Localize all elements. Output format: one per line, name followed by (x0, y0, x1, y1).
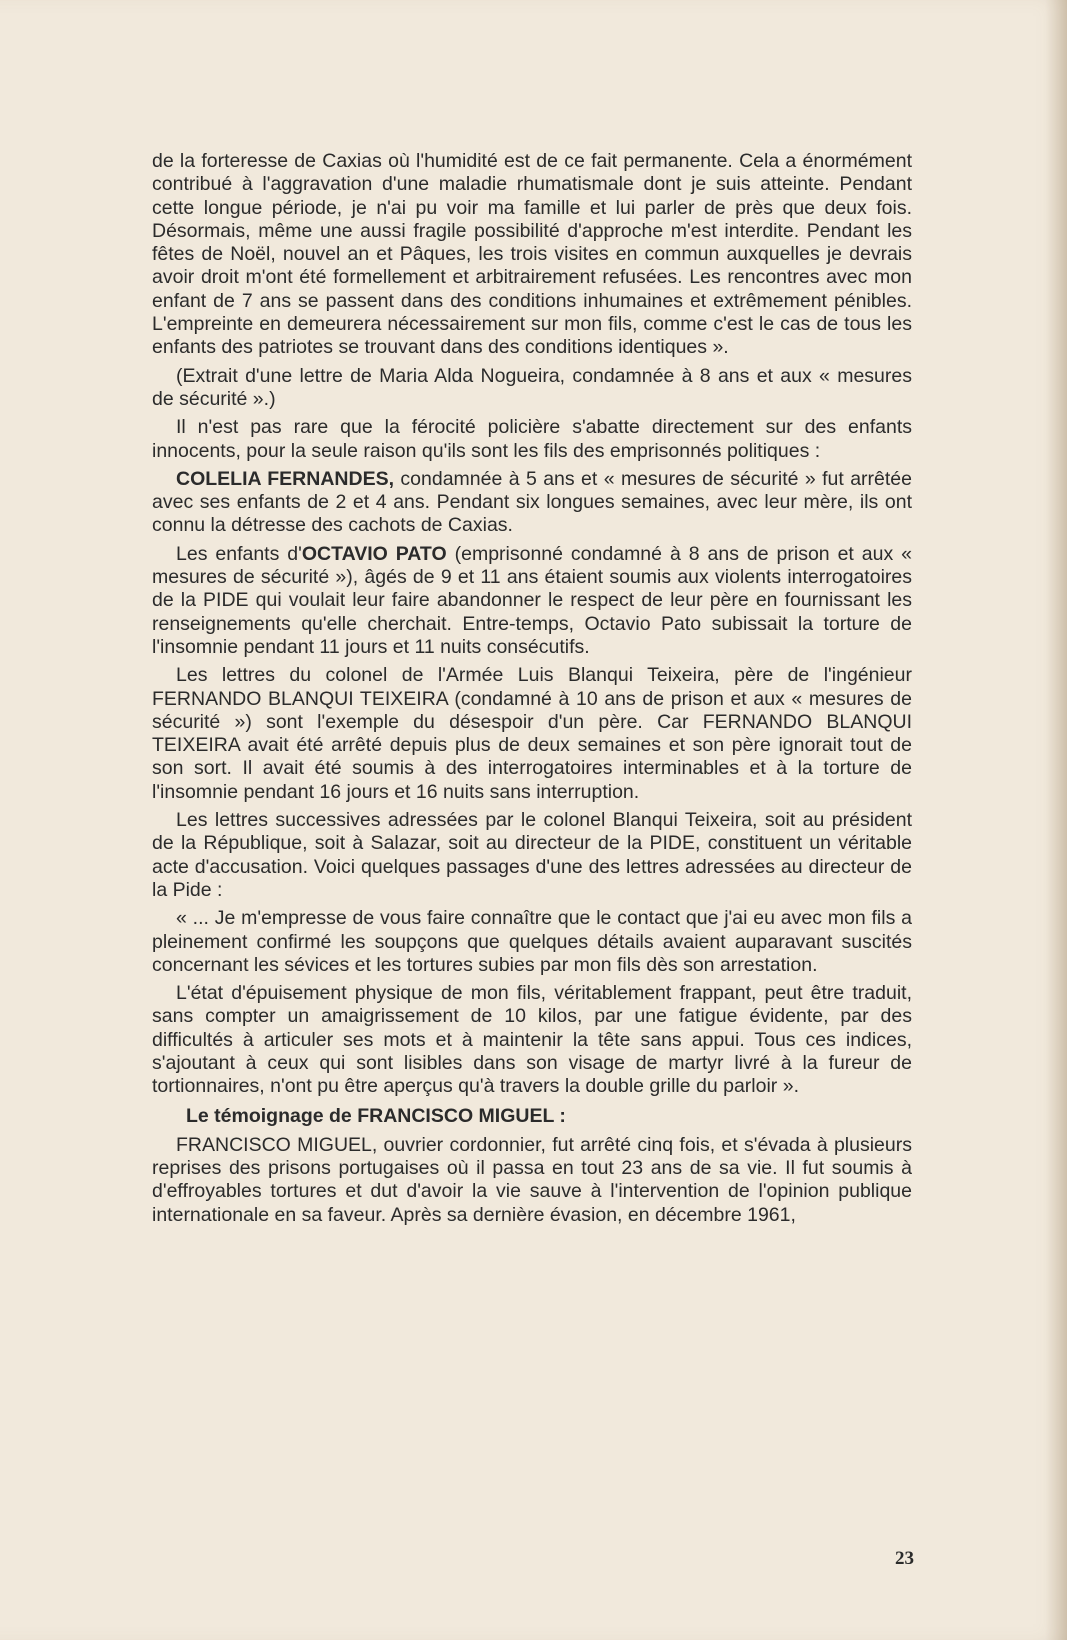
paragraph-quote-1: « ... Je m'empresse de vous faire connaître que le contact que j'ai eu avec mon fils a pleinement confirmé les soupçons que quelques détails avaient auparavant suscités concernant les sévices et les tortures subies par mon fils dès son arrestation. (152, 907, 912, 976)
page-edge-shadow (1045, 0, 1067, 1640)
paragraph-letter-excerpt: de la forteresse de Caxias où l'humidité est de ce fait permanente. Cela a énormément contribué à l'aggravation d'une maladie rhumatismale dont je suis atteinte. Pendant cette longue période, je n'ai pu voir ma famille et lui parler de près que deux fois. Désormais, même une aussi fragile possibilité d'approche m'est interdite. Pendant les fêtes de Noël, nouvel an et Pâques, les trois visites en commun auxquelles je devrais avoir droit m'ont été formellement et arbitrairement refusées. Les rencontres avec mon enfant de 7 ans se passent dans des conditions inhumaines et extrêmement pénibles. L'empreinte en demeurera nécessairement sur mon fils, comme c'est le cas de tous les enfants des patriotes se trouvant dans des conditions identiques ». (152, 150, 912, 359)
name-colelia: COLELIA FERNANDES, (176, 467, 395, 490)
paragraph-pato-text: (emprisonné condamné à 8 ans de prison et aux « mesures de sécurité »), âgés de 9 et 11 ans étaient soumis aux violents interrogatoires de la PIDE qui voulait leur faire abandonner le respect de leur père en fournissant les renseignements qu'elle cherchait. Entre-temps, Octavio Pato subissait la torture de l'insomnie pendant 11 jours et 11 nuits consécutifs. (152, 542, 913, 658)
section-heading: Le témoignage de FRANCISCO MIGUEL : (186, 1104, 566, 1127)
paragraph-colelia (152, 468, 912, 538)
name-octavio-pato: OCTAVIO PATO (301, 542, 447, 565)
paragraph-colelia-text: condamnée à 5 ans et « mesures de sécurité » fut arrêtée avec ses enfants de 2 et 4 ans. Pendant six longues semaines, avec leur mère, ils ont connu la détresse des cachots de Caxias. (152, 467, 912, 537)
paragraph-blanqui: Les lettres du colonel de l'Armée Luis Blanqui Teixeira, père de l'ingénieur FERNANDO BLANQUI TEIXEIRA (condamné à 10 ans de prison et aux « mesures de sécurité ») sont l'exemple du désespoir d'un père. Car FERNANDO BLANQUI TEIXEIRA avait été arrêté depuis plus de deux semaines et son père ignorait tout de son sort. Il avait été soumis à des interrogatoires interminables et à la torture de l'insomnie pendant 16 jours et 16 nuits sans interruption. (152, 664, 912, 803)
body-text (152, 150, 912, 1232)
page-number: 23 (895, 1548, 914, 1569)
paragraph-citation: (Extrait d'une lettre de Maria Alda Nogueira, condamnée à 8 ans et aux « mesures de sécurité ».) (152, 364, 912, 410)
paragraph-letters: Les lettres successives adressées par le colonel Blanqui Teixeira, soit au président de la République, soit à Salazar, soit au directeur de la PIDE, constituent un véritable acte d'accusation. Voici quelques passages d'une des lettres adressées au directeur de la Pide : (152, 809, 912, 901)
paragraph-francisco-miguel: FRANCISCO MIGUEL, ouvrier cordonnier, fut arrêté cinq fois, et s'évada à plusieurs reprises des prisons portugaises où il passa en tout 23 ans de sa vie. Il fut soumis à d'effroyables tortures et dut d'avoir la vie sauve à l'intervention de l'opinion publique internationale en sa faveur. Après sa dernière évasion, en décembre 1961, (152, 1133, 912, 1226)
paragraph-children-intro: Il n'est pas rare que la férocité policière s'abatte directement sur des enfants innocents, pour la seule raison qu'ils sont les fils des emprisonnés politiques : (152, 416, 912, 462)
paragraph-pato (152, 543, 912, 659)
paragraph-pato-pre: Les enfants d' (176, 542, 302, 565)
paragraph-quote-2: L'état d'épuisement physique de mon fils, véritablement frappant, peut être traduit, sans compter un amaigrissement de 10 kilos, par une fatigue évidente, par des difficultés à articuler ses mots et à maintenir la tête sans appui. Tous ces indices, s'ajoutant à ceux qui sont lisibles dans son visage de martyr livré à la fureur de tortionnaires, n'ont pu être aperçus qu'à travers la double grille du parloir ». (152, 982, 912, 1098)
